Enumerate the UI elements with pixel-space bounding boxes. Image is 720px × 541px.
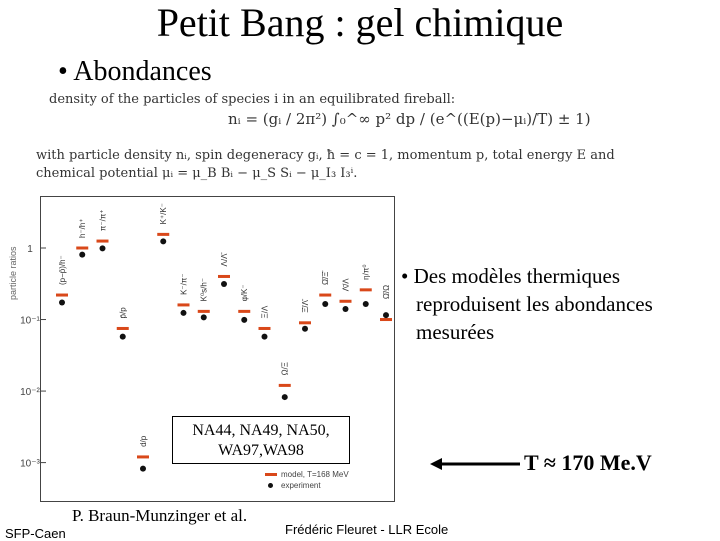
- model-mark: [117, 327, 129, 330]
- model-mark: [360, 288, 372, 291]
- experiments-box: [172, 416, 350, 464]
- formula-intro: density of the particles of species i in an equilibrated fireball:: [49, 92, 456, 107]
- category-label: (p−p̄)/h⁻: [58, 255, 67, 286]
- model-mark: [238, 310, 250, 313]
- category-label: K⁻/π⁻: [179, 273, 189, 295]
- bullet-abondances: • Abondances: [58, 56, 212, 87]
- bullet2-line2: reproduisent les abondances: [416, 292, 653, 316]
- model-mark: [97, 240, 109, 243]
- bullet2-line1: • Des modèles thermiques: [401, 264, 621, 288]
- model-mark: [319, 294, 331, 297]
- footer-center: Frédéric Fleuret - LLR Ecole: [285, 522, 449, 537]
- category-label: φ/K⁻: [240, 284, 250, 302]
- model-mark: [299, 321, 311, 324]
- experiment-point: [282, 394, 288, 400]
- y-tick-label: 10⁻¹: [20, 315, 40, 327]
- model-mark: [340, 300, 352, 303]
- slide-title: Petit Bang : gel chimique: [156, 0, 564, 45]
- footer-left: SFP-Caen: [5, 526, 66, 541]
- experiment-point: [140, 466, 146, 472]
- category-label: Λ̄/Λ: [341, 278, 351, 292]
- y-tick-label: 1: [27, 243, 33, 255]
- category-label: h⁻/h⁺: [78, 218, 88, 238]
- arrow-left-icon: [430, 456, 522, 472]
- category-label: Ω̄/Ω: [382, 284, 391, 300]
- category-label: Ω/Ξ: [280, 361, 290, 376]
- bullet2-line3: mesurées: [416, 320, 495, 344]
- category-label: K⁰s/h⁻: [199, 277, 209, 302]
- model-mark: [218, 275, 230, 278]
- experiment-point: [59, 299, 65, 305]
- model-mark: [198, 310, 210, 313]
- category-label: Ξ/Λ: [260, 305, 270, 319]
- legend-model-label: model, T=168 MeV: [281, 470, 349, 479]
- model-mark: [56, 294, 68, 297]
- formula-chemical-potential: chemical potential μᵢ = μ_B Bᵢ − μ_S Sᵢ − μ_I₃ I₃ⁱ.: [36, 166, 358, 181]
- formula-equation: nᵢ = (gᵢ / 2π²) ∫₀^∞ p² dp / (e^((E(p)−μᵢ)/T) ± 1): [228, 110, 591, 128]
- experiment-point: [160, 238, 166, 244]
- experiments-line1: NA44, NA49, NA50,: [192, 422, 330, 439]
- experiment-point: [322, 301, 328, 307]
- category-label: Ω̄/Ξ̄: [321, 271, 331, 286]
- y-tick-label: 10⁻³: [20, 458, 40, 470]
- chart-legend: [265, 469, 349, 491]
- experiment-point: [343, 306, 349, 312]
- experiment-point: [241, 317, 247, 323]
- legend-experiment-marker: [268, 483, 273, 488]
- experiment-point: [100, 245, 106, 251]
- temperature-label: T ≈ 170 Me.V: [524, 450, 652, 475]
- category-label: Ξ̄/Λ̄: [301, 300, 310, 313]
- model-mark: [76, 246, 88, 249]
- model-mark: [178, 303, 190, 306]
- experiment-point: [201, 314, 207, 320]
- experiment-point: [221, 281, 227, 287]
- model-mark: [137, 455, 149, 458]
- citation: P. Braun-Munzinger et al.: [72, 506, 248, 525]
- category-label: π⁻/π⁺: [98, 209, 108, 232]
- category-label: η/π⁰: [361, 264, 371, 280]
- experiment-point: [363, 301, 369, 307]
- formula-definitions: with particle density nᵢ, spin degeneracy gᵢ, ħ = c = 1, momentum p, total energy E and: [36, 148, 615, 163]
- experiments-line2: WA97,WA98: [218, 442, 304, 459]
- experiment-point: [181, 310, 187, 316]
- model-mark: [157, 233, 169, 236]
- experiment-point: [79, 252, 85, 258]
- y-tick-label: 10⁻²: [20, 387, 40, 399]
- bullet-thermal-models: [401, 262, 719, 346]
- experiment-point: [262, 334, 268, 340]
- model-mark: [380, 318, 392, 321]
- experiment-point: [302, 326, 308, 332]
- model-mark: [279, 384, 291, 387]
- legend-model-marker: [265, 473, 277, 476]
- category-label: K⁺/K⁻: [159, 203, 169, 225]
- category-label: p̄/p: [118, 307, 128, 319]
- category-label: Λ/Λ̄: [220, 253, 229, 267]
- experiment-point: [120, 334, 126, 340]
- legend-experiment-label: experiment: [281, 481, 321, 490]
- experiment-point: [383, 312, 389, 318]
- y-axis-label: particle ratios: [8, 246, 18, 300]
- model-mark: [259, 327, 271, 330]
- category-label: d/p: [139, 435, 148, 447]
